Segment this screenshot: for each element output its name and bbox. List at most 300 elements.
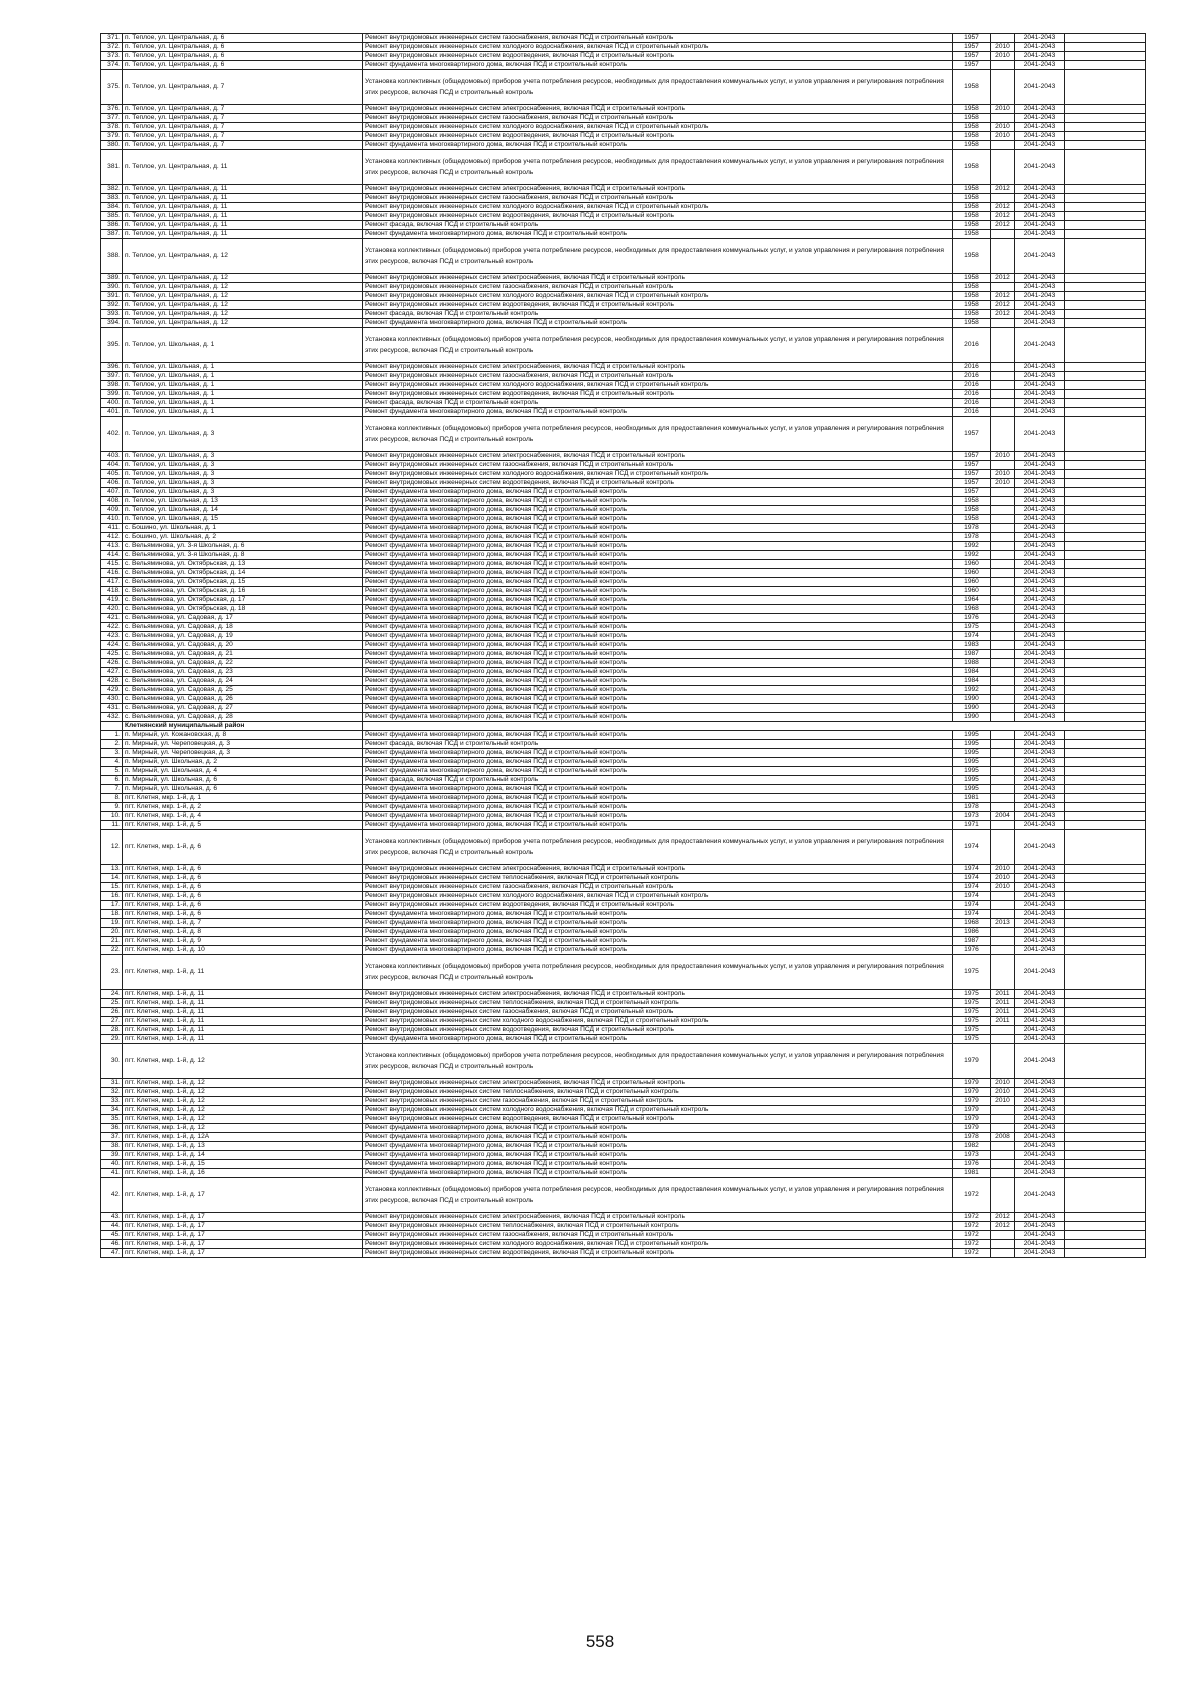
empty-cell: [1065, 785, 1146, 794]
empty-cell: [1065, 1088, 1146, 1097]
table-row: [101, 212, 1146, 221]
row-number-cell: 22.: [101, 946, 123, 955]
address-cell: пгт. Клетня, мкр. 1-й, д. 6: [123, 910, 363, 919]
address-cell: п. Теплое, ул. Школьная, д. 1: [123, 363, 363, 372]
planned-period-cell: 2041-2043: [1015, 1178, 1065, 1213]
table-body: [101, 34, 1146, 1258]
work-type-cell: Ремонт фундамента многоквартирного дома, включая ПСД и строительный контроль: [363, 713, 953, 722]
table-row: [101, 1106, 1146, 1115]
address-cell: с. Вельяминова, ул. Садовая, д. 17: [123, 614, 363, 623]
planned-period-cell: 2041-2043: [1015, 937, 1065, 946]
build-year-cell: 2016: [953, 390, 991, 399]
build-year-cell: 1990: [953, 713, 991, 722]
planned-period-cell: 2041-2043: [1015, 390, 1065, 399]
planned-period-cell: 2041-2043: [1015, 301, 1065, 310]
last-repair-year-cell: [991, 372, 1015, 381]
address-cell: п. Теплое, ул. Центральная, д. 7: [123, 141, 363, 150]
address-cell: с. Вельяминова, ул. Садовая, д. 28: [123, 713, 363, 722]
last-repair-year-cell: [991, 488, 1015, 497]
work-type-cell: Ремонт внутридомовых инженерных систем холодного водоснабжения, включая ПСД и строительный контроль: [363, 123, 953, 132]
build-year-cell: 1958: [953, 283, 991, 292]
build-year-cell: 1958: [953, 319, 991, 328]
planned-period-cell: 2041-2043: [1015, 1142, 1065, 1151]
table-row: [101, 605, 1146, 614]
section-title: Клетнянский муниципальный район: [123, 722, 363, 731]
address-cell: пгт. Клетня, мкр. 1-й, д. 12: [123, 1088, 363, 1097]
table-row: [101, 123, 1146, 132]
work-type-cell: Ремонт внутридомовых инженерных систем водоотведения, включая ПСД и строительный контроль: [363, 301, 953, 310]
table-row: [101, 488, 1146, 497]
table-row: [101, 803, 1146, 812]
row-number-cell: 46.: [101, 1240, 123, 1249]
work-type-cell: Ремонт фундамента многоквартирного дома, включая ПСД и строительный контроль: [363, 515, 953, 524]
row-number-cell: 391.: [101, 292, 123, 301]
planned-period-cell: 2041-2043: [1015, 461, 1065, 470]
build-year-cell: 1981: [953, 1169, 991, 1178]
work-type-cell: Ремонт внутридомовых инженерных систем водоотведения, включая ПСД и строительный контроль: [363, 52, 953, 61]
build-year-cell: 1975: [953, 1026, 991, 1035]
build-year-cell: 1978: [953, 524, 991, 533]
table-row: [101, 1017, 1146, 1026]
planned-period-cell: 2041-2043: [1015, 132, 1065, 141]
build-year-cell: 1995: [953, 776, 991, 785]
address-cell: с. Вельяминова, ул. Садовая, д. 24: [123, 677, 363, 686]
empty-cell: [1065, 776, 1146, 785]
work-type-cell: Ремонт внутридомовых инженерных систем водоотведения, включая ПСД и строительный контроль: [363, 901, 953, 910]
last-repair-year-cell: [991, 1124, 1015, 1133]
address-cell: с. Вельяминова, ул. Садовая, д. 27: [123, 704, 363, 713]
table-row: [101, 830, 1146, 865]
work-type-cell: Ремонт фундамента многоквартирного дома, включая ПСД и строительный контроль: [363, 542, 953, 551]
planned-period-cell: 2041-2043: [1015, 1151, 1065, 1160]
empty-cell: [1065, 1097, 1146, 1106]
planned-period-cell: 2041-2043: [1015, 230, 1065, 239]
address-cell: п. Теплое, ул. Школьная, д. 1: [123, 328, 363, 363]
table-row: [101, 614, 1146, 623]
table-row: [101, 596, 1146, 605]
table-row: [101, 587, 1146, 596]
last-repair-year-cell: 2010: [991, 123, 1015, 132]
address-cell: п. Теплое, ул. Центральная, д. 11: [123, 194, 363, 203]
row-number-cell: 417.: [101, 578, 123, 587]
work-type-cell: Ремонт фасада, включая ПСД и строительный контроль: [363, 740, 953, 749]
address-cell: пгт. Клетня, мкр. 1-й, д. 11: [123, 1017, 363, 1026]
build-year-cell: 1957: [953, 461, 991, 470]
table-row: [101, 1008, 1146, 1017]
empty-cell: [1065, 274, 1146, 283]
address-cell: пгт. Клетня, мкр. 1-й, д. 6: [123, 892, 363, 901]
address-cell: п. Теплое, ул. Центральная, д. 7: [123, 114, 363, 123]
build-year-cell: 1958: [953, 292, 991, 301]
work-type-cell: Ремонт внутридомовых инженерных систем водоотведения, включая ПСД и строительный контроль: [363, 390, 953, 399]
work-type-cell: Ремонт фундамента многоквартирного дома, включая ПСД и строительный контроль: [363, 677, 953, 686]
table-row: [101, 363, 1146, 372]
last-repair-year-cell: [991, 937, 1015, 946]
build-year-cell: 1957: [953, 52, 991, 61]
last-repair-year-cell: 2011: [991, 1017, 1015, 1026]
row-number-cell: 16.: [101, 892, 123, 901]
row-number-cell: 432.: [101, 713, 123, 722]
empty-cell: [1065, 230, 1146, 239]
build-year-cell: 1975: [953, 623, 991, 632]
planned-period-cell: 2041-2043: [1015, 874, 1065, 883]
build-year-cell: 1958: [953, 114, 991, 123]
address-cell: пгт. Клетня, мкр. 1-й, д. 11: [123, 955, 363, 990]
capital-repair-table: [100, 33, 1146, 1258]
address-cell: п. Теплое, ул. Школьная, д. 3: [123, 452, 363, 461]
empty-cell: [1065, 1008, 1146, 1017]
table-row: [101, 533, 1146, 542]
build-year-cell: 1978: [953, 1133, 991, 1142]
empty-cell: [1065, 61, 1146, 70]
build-year-cell: 1974: [953, 632, 991, 641]
address-cell: пгт. Клетня, мкр. 1-й, д. 16: [123, 1169, 363, 1178]
address-cell: п. Теплое, ул. Центральная, д. 12: [123, 301, 363, 310]
last-repair-year-cell: 2010: [991, 883, 1015, 892]
address-cell: п. Теплое, ул. Центральная, д. 6: [123, 43, 363, 52]
work-type-cell: Ремонт фундамента многоквартирного дома, включая ПСД и строительный контроль: [363, 614, 953, 623]
last-repair-year-cell: 2011: [991, 990, 1015, 999]
build-year-cell: 1972: [953, 1213, 991, 1222]
work-type-cell: Ремонт фундамента многоквартирного дома, включая ПСД и строительный контроль: [363, 812, 953, 821]
row-number-cell: 29.: [101, 1035, 123, 1044]
work-type-cell: Ремонт фундамента многоквартирного дома, включая ПСД и строительный контроль: [363, 551, 953, 560]
address-cell: с. Вельяминова, ул. Садовая, д. 25: [123, 686, 363, 695]
planned-period-cell: 2041-2043: [1015, 488, 1065, 497]
planned-period-cell: 2041-2043: [1015, 668, 1065, 677]
empty-cell: [1065, 1044, 1146, 1079]
address-cell: пгт. Клетня, мкр. 1-й, д. 7: [123, 919, 363, 928]
table-row: [101, 132, 1146, 141]
work-type-cell: Ремонт внутридомовых инженерных систем холодного водоснабжения, включая ПСД и строительный контроль: [363, 1240, 953, 1249]
address-cell: п. Мирный, ул. Школьная, д. 4: [123, 767, 363, 776]
empty-cell: [1065, 740, 1146, 749]
table-row: [101, 43, 1146, 52]
row-number-cell: 375.: [101, 70, 123, 105]
work-type-cell: Ремонт внутридомовых инженерных систем электроснабжения, включая ПСД и строительный контроль: [363, 452, 953, 461]
capital-repair-table-sheet: [100, 33, 1145, 1258]
last-repair-year-cell: 2010: [991, 470, 1015, 479]
last-repair-year-cell: [991, 381, 1015, 390]
planned-period-cell: 2041-2043: [1015, 399, 1065, 408]
table-row: [101, 623, 1146, 632]
build-year-cell: 1979: [953, 1106, 991, 1115]
empty-cell: [1065, 910, 1146, 919]
empty-cell: [1065, 1035, 1146, 1044]
work-type-cell: Ремонт внутридомовых инженерных систем водоотведения, включая ПСД и строительный контроль: [363, 479, 953, 488]
row-number-cell: 6.: [101, 776, 123, 785]
row-number-cell: 412.: [101, 533, 123, 542]
last-repair-year-cell: [991, 1240, 1015, 1249]
build-year-cell: 1995: [953, 740, 991, 749]
last-repair-year-cell: [991, 319, 1015, 328]
build-year-cell: 1986: [953, 928, 991, 937]
work-type-cell: Ремонт фундамента многоквартирного дома, включая ПСД и строительный контроль: [363, 1035, 953, 1044]
work-type-cell: Ремонт фундамента многоквартирного дома, включая ПСД и строительный контроль: [363, 569, 953, 578]
table-row: [101, 70, 1146, 105]
empty-cell: [1065, 990, 1146, 999]
address-cell: п. Теплое, ул. Центральная, д. 11: [123, 203, 363, 212]
planned-period-cell: 2041-2043: [1015, 641, 1065, 650]
row-number-cell: 1.: [101, 731, 123, 740]
empty-cell: [1065, 650, 1146, 659]
empty-cell: [1065, 461, 1146, 470]
table-row: [101, 1097, 1146, 1106]
work-type-cell: Ремонт фундамента многоквартирного дома, включая ПСД и строительный контроль: [363, 937, 953, 946]
build-year-cell: 1974: [953, 883, 991, 892]
work-type-cell: Ремонт фундамента многоквартирного дома, включая ПСД и строительный контроль: [363, 1169, 953, 1178]
planned-period-cell: 2041-2043: [1015, 363, 1065, 372]
build-year-cell: 1958: [953, 515, 991, 524]
row-number-cell: 38.: [101, 1142, 123, 1151]
row-number-cell: 7.: [101, 785, 123, 794]
last-repair-year-cell: 2012: [991, 310, 1015, 319]
work-type-cell: Установка коллективных (общедомовых) приборов учета потребления ресурсов, необходимых для предоставления коммунальных услуг, и узлов управления и регулирования потребления этих ресурсов, включая ПСД и строительный контроль: [363, 150, 953, 185]
address-cell: п. Мирный, ул. Школьная, д. 6: [123, 776, 363, 785]
planned-period-cell: 2041-2043: [1015, 758, 1065, 767]
build-year-cell: 1975: [953, 990, 991, 999]
row-number-cell: 24.: [101, 990, 123, 999]
build-year-cell: 1957: [953, 34, 991, 43]
build-year-cell: 1958: [953, 203, 991, 212]
row-number-cell: 47.: [101, 1249, 123, 1258]
work-type-cell: Ремонт фундамента многоквартирного дома, включая ПСД и строительный контроль: [363, 731, 953, 740]
work-type-cell: Ремонт фундамента многоквартирного дома, включая ПСД и строительный контроль: [363, 587, 953, 596]
address-cell: п. Теплое, ул. Школьная, д. 3: [123, 461, 363, 470]
planned-period-cell: 2041-2043: [1015, 515, 1065, 524]
work-type-cell: Ремонт фундамента многоквартирного дома, включая ПСД и строительный контроль: [363, 749, 953, 758]
row-number-cell: 382.: [101, 185, 123, 194]
work-type-cell: Установка коллективных (общедомовых) приборов учета потребления ресурсов, необходимых для предоставления коммунальных услуг, и узлов управления и регулирования потребления этих ресурсов, включая ПСД и строительный контроль: [363, 830, 953, 865]
planned-period-cell: 2041-2043: [1015, 892, 1065, 901]
table-row: [101, 114, 1146, 123]
last-repair-year-cell: [991, 910, 1015, 919]
address-cell: п. Мирный, ул. Школьная, д. 2: [123, 758, 363, 767]
table-row: [101, 704, 1146, 713]
build-year-cell: 1971: [953, 821, 991, 830]
last-repair-year-cell: [991, 614, 1015, 623]
empty-cell: [1065, 1222, 1146, 1231]
address-cell: с. Вельяминова, ул. Садовая, д. 19: [123, 632, 363, 641]
empty-cell: [1065, 1142, 1146, 1151]
empty-cell: [1065, 1124, 1146, 1133]
empty-cell: [1065, 408, 1146, 417]
table-row: [101, 1213, 1146, 1222]
address-cell: п. Теплое, ул. Центральная, д. 7: [123, 70, 363, 105]
row-number-cell: 419.: [101, 596, 123, 605]
last-repair-year-cell: [991, 1169, 1015, 1178]
work-type-cell: Ремонт внутридомовых инженерных систем теплоснабжения, включая ПСД и строительный контроль: [363, 874, 953, 883]
planned-period-cell: 2041-2043: [1015, 70, 1065, 105]
empty-cell: [1065, 928, 1146, 937]
last-repair-year-cell: [991, 363, 1015, 372]
work-type-cell: Ремонт внутридомовых инженерных систем холодного водоснабжения, включая ПСД и строительный контроль: [363, 1017, 953, 1026]
build-year-cell: 1975: [953, 999, 991, 1008]
last-repair-year-cell: [991, 659, 1015, 668]
last-repair-year-cell: [991, 61, 1015, 70]
row-number-cell: 34.: [101, 1106, 123, 1115]
row-number-cell: 378.: [101, 123, 123, 132]
work-type-cell: Ремонт фундамента многоквартирного дома, включая ПСД и строительный контроль: [363, 61, 953, 70]
empty-cell: [1065, 946, 1146, 955]
table-row: [101, 731, 1146, 740]
empty-cell: [1065, 1151, 1146, 1160]
build-year-cell: 1978: [953, 803, 991, 812]
table-row: [101, 883, 1146, 892]
work-type-cell: Ремонт фундамента многоквартирного дома, включая ПСД и строительный контроль: [363, 623, 953, 632]
row-number-cell: 404.: [101, 461, 123, 470]
empty-cell: [1065, 1178, 1146, 1213]
last-repair-year-cell: [991, 408, 1015, 417]
build-year-cell: 1957: [953, 479, 991, 488]
work-type-cell: Ремонт внутридомовых инженерных систем теплоснабжения, включая ПСД и строительный контроль: [363, 1222, 953, 1231]
planned-period-cell: 2041-2043: [1015, 1124, 1065, 1133]
row-number-cell: 28.: [101, 1026, 123, 1035]
build-year-cell: 1992: [953, 686, 991, 695]
table-row: [101, 1169, 1146, 1178]
work-type-cell: Ремонт фундамента многоквартирного дома, включая ПСД и строительный контроль: [363, 230, 953, 239]
planned-period-cell: 2041-2043: [1015, 408, 1065, 417]
row-number-cell: 389.: [101, 274, 123, 283]
planned-period-cell: 2041-2043: [1015, 1169, 1065, 1178]
table-row: [101, 749, 1146, 758]
section-number-cell: [101, 722, 123, 731]
address-cell: п. Теплое, ул. Центральная, д. 11: [123, 230, 363, 239]
last-repair-year-cell: [991, 677, 1015, 686]
empty-cell: [1065, 417, 1146, 452]
build-year-cell: 1984: [953, 677, 991, 686]
build-year-cell: 1987: [953, 650, 991, 659]
table-row: [101, 283, 1146, 292]
work-type-cell: Ремонт фундамента многоквартирного дома, включая ПСД и строительный контроль: [363, 668, 953, 677]
build-year-cell: 1974: [953, 830, 991, 865]
work-type-cell: Ремонт фундамента многоквартирного дома, включая ПСД и строительный контроль: [363, 1133, 953, 1142]
table-row: [101, 560, 1146, 569]
build-year-cell: 1982: [953, 1142, 991, 1151]
row-number-cell: 8.: [101, 794, 123, 803]
build-year-cell: 1960: [953, 560, 991, 569]
table-row: [101, 141, 1146, 150]
row-number-cell: 25.: [101, 999, 123, 1008]
work-type-cell: Ремонт внутридомовых инженерных систем электроснабжения, включая ПСД и строительный контроль: [363, 1079, 953, 1088]
planned-period-cell: 2041-2043: [1015, 1249, 1065, 1258]
empty-cell: [1065, 239, 1146, 274]
build-year-cell: 1995: [953, 749, 991, 758]
planned-period-cell: 2041-2043: [1015, 883, 1065, 892]
planned-period-cell: 2041-2043: [1015, 34, 1065, 43]
table-row: [101, 767, 1146, 776]
work-type-cell: Ремонт фасада, включая ПСД и строительный контроль: [363, 776, 953, 785]
row-number-cell: 12.: [101, 830, 123, 865]
address-cell: с. Вельяминова, ул. Садовая, д. 26: [123, 695, 363, 704]
empty-cell: [1065, 283, 1146, 292]
planned-period-cell: 2041-2043: [1015, 901, 1065, 910]
build-year-cell: 1957: [953, 417, 991, 452]
build-year-cell: 1974: [953, 892, 991, 901]
build-year-cell: 2016: [953, 363, 991, 372]
row-number-cell: 11.: [101, 821, 123, 830]
work-type-cell: Ремонт фундамента многоквартирного дома, включая ПСД и строительный контроль: [363, 650, 953, 659]
build-year-cell: 2016: [953, 399, 991, 408]
row-number-cell: 415.: [101, 560, 123, 569]
planned-period-cell: 2041-2043: [1015, 1240, 1065, 1249]
row-number-cell: 430.: [101, 695, 123, 704]
table-row: [101, 1142, 1146, 1151]
address-cell: пгт. Клетня, мкр. 1-й, д. 6: [123, 883, 363, 892]
planned-period-cell: 2041-2043: [1015, 524, 1065, 533]
empty-cell: [1065, 614, 1146, 623]
address-cell: п. Теплое, ул. Школьная, д. 1: [123, 381, 363, 390]
build-year-cell: 1973: [953, 812, 991, 821]
last-repair-year-cell: [991, 1106, 1015, 1115]
empty-cell: [1065, 1133, 1146, 1142]
planned-period-cell: 2041-2043: [1015, 292, 1065, 301]
planned-period-cell: 2041-2043: [1015, 865, 1065, 874]
table-row: [101, 470, 1146, 479]
last-repair-year-cell: 2012: [991, 221, 1015, 230]
empty-cell: [1065, 105, 1146, 114]
table-row: [101, 1178, 1146, 1213]
last-repair-year-cell: 2011: [991, 999, 1015, 1008]
planned-period-cell: 2041-2043: [1015, 919, 1065, 928]
build-year-cell: 1978: [953, 533, 991, 542]
row-number-cell: 413.: [101, 542, 123, 551]
last-repair-year-cell: [991, 1151, 1015, 1160]
table-row: [101, 61, 1146, 70]
build-year-cell: 1990: [953, 704, 991, 713]
work-type-cell: Ремонт фундамента многоквартирного дома, включая ПСД и строительный контроль: [363, 659, 953, 668]
address-cell: с. Вельяминова, ул. Садовая, д. 20: [123, 641, 363, 650]
last-repair-year-cell: [991, 497, 1015, 506]
planned-period-cell: 2041-2043: [1015, 372, 1065, 381]
row-number-cell: 428.: [101, 677, 123, 686]
empty-cell: [1065, 319, 1146, 328]
table-row: [101, 901, 1146, 910]
work-type-cell: Ремонт внутридомовых инженерных систем газоснабжения, включая ПСД и строительный контроль: [363, 34, 953, 43]
last-repair-year-cell: 2010: [991, 1088, 1015, 1097]
build-year-cell: 1960: [953, 578, 991, 587]
work-type-cell: Ремонт фундамента многоквартирного дома, включая ПСД и строительный контроль: [363, 785, 953, 794]
planned-period-cell: 2041-2043: [1015, 417, 1065, 452]
row-number-cell: 30.: [101, 1044, 123, 1079]
planned-period-cell: 2041-2043: [1015, 239, 1065, 274]
last-repair-year-cell: [991, 1044, 1015, 1079]
address-cell: п. Теплое, ул. Центральная, д. 12: [123, 274, 363, 283]
table-row: [101, 794, 1146, 803]
row-number-cell: 379.: [101, 132, 123, 141]
empty-cell: [1065, 623, 1146, 632]
row-number-cell: 37.: [101, 1133, 123, 1142]
last-repair-year-cell: [991, 461, 1015, 470]
build-year-cell: 1957: [953, 452, 991, 461]
build-year-cell: 1958: [953, 212, 991, 221]
address-cell: пгт. Клетня, мкр. 1-й, д. 12: [123, 1079, 363, 1088]
build-year-cell: 1975: [953, 1017, 991, 1026]
last-repair-year-cell: [991, 34, 1015, 43]
address-cell: пгт. Клетня, мкр. 1-й, д. 9: [123, 937, 363, 946]
planned-period-cell: 2041-2043: [1015, 731, 1065, 740]
build-year-cell: 1958: [953, 301, 991, 310]
planned-period-cell: 2041-2043: [1015, 821, 1065, 830]
address-cell: п. Теплое, ул. Школьная, д. 1: [123, 390, 363, 399]
table-row: [101, 990, 1146, 999]
row-number-cell: 377.: [101, 114, 123, 123]
work-type-cell: Ремонт фундамента многоквартирного дома, включая ПСД и строительный контроль: [363, 910, 953, 919]
work-type-cell: Установка коллективных (общедомовых) приборов учета потребления ресурсов, необходимых для предоставления коммунальных услуг, и узлов управления и регулирования потребления этих ресурсов, включая ПСД и строительный контроль: [363, 70, 953, 105]
row-number-cell: 388.: [101, 239, 123, 274]
work-type-cell: Ремонт внутридомовых инженерных систем теплоснабжения, включая ПСД и строительный контроль: [363, 1088, 953, 1097]
last-repair-year-cell: [991, 901, 1015, 910]
